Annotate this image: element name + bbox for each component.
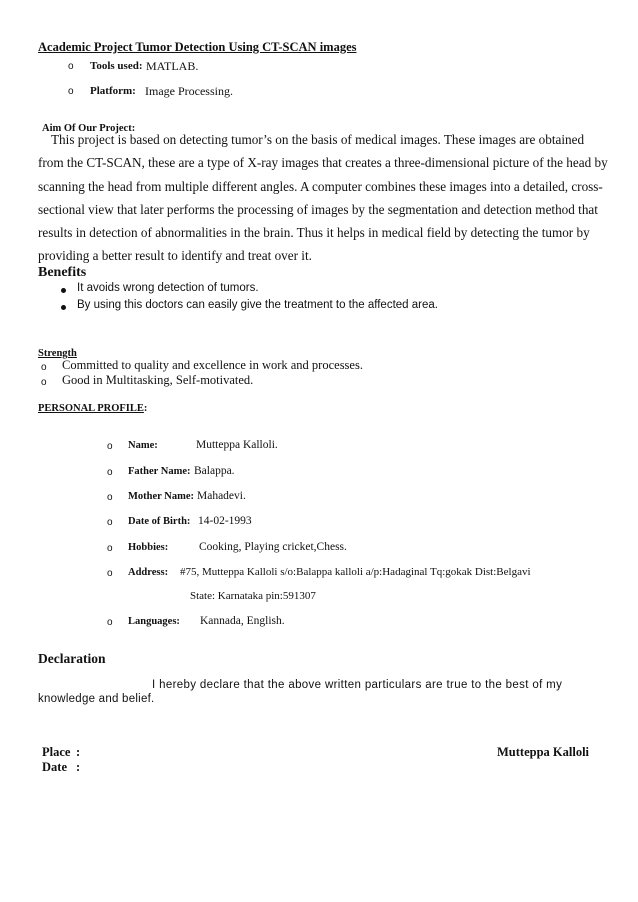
declaration-heading: Declaration xyxy=(38,651,106,666)
bullet-dot-icon xyxy=(61,305,66,310)
bullet-dot-icon xyxy=(61,288,66,293)
hobbies-value: Cooking, Playing cricket,Chess. xyxy=(199,541,347,553)
bullet-circle-icon: o xyxy=(107,467,113,478)
place-colon: : xyxy=(76,745,81,759)
platform-label: Platform: xyxy=(90,85,136,97)
bullet-circle-icon: o xyxy=(107,617,113,628)
dob-value: 14-02-1993 xyxy=(198,515,252,527)
date-colon: : xyxy=(76,760,81,774)
strength-item-1: Committed to quality and excellence in work and processes. xyxy=(62,358,363,372)
aim-line-5: results in detection of abnormalities in the brain. Thus it helps in medical field by detecting the tumor by xyxy=(38,225,590,240)
strength-heading: Strength xyxy=(38,348,77,359)
name-label: Name: xyxy=(128,440,158,451)
bullet-circle-icon: o xyxy=(68,61,74,72)
benefit-item-2: By using this doctors can easily give the treatment to the affected area. xyxy=(77,299,438,311)
declaration-line-2: knowledge and belief. xyxy=(38,693,155,705)
address-line-2: State: Karnataka pin:591307 xyxy=(190,590,316,602)
place-label: Place xyxy=(42,745,71,759)
bullet-circle-icon: o xyxy=(107,568,113,579)
aim-line-3: scanning the head from multiple different angles. A computer combines these images into a detailed, cross- xyxy=(38,179,603,194)
languages-value: Kannada, English. xyxy=(200,615,285,627)
aim-line-1: This project is based on detecting tumor’s on the basis of medical images. These images are obtained xyxy=(51,132,585,147)
tools-value: MATLAB. xyxy=(146,59,199,73)
aim-line-2: from the CT-SCAN, these are a type of X-ray images that creates a three-dimensional picture of the head by xyxy=(38,155,608,170)
declaration-line-1: I hereby declare that the above written particulars are true to the best of my xyxy=(152,679,563,691)
father-name-label: Father Name: xyxy=(128,466,191,477)
mother-name-value: Mahadevi. xyxy=(197,490,246,502)
address-value: #75, Mutteppa Kalloli s/o:Balappa kalloli a/p:Hadaginal Tq:gokak Dist:Belgavi xyxy=(180,566,531,578)
hobbies-label: Hobbies: xyxy=(128,542,169,553)
bullet-circle-icon: o xyxy=(41,362,47,373)
platform-value: Image Processing. xyxy=(145,84,233,98)
mother-name-label: Mother Name: xyxy=(128,491,194,502)
bullet-circle-icon: o xyxy=(107,492,113,503)
benefits-heading: Benefits xyxy=(38,265,87,280)
profile-heading-colon: : xyxy=(143,403,148,414)
document-title: Academic Project Tumor Detection Using CT-SCAN images xyxy=(38,40,357,54)
aim-line-6: providing a better result to identify and treat over it. xyxy=(38,248,312,263)
aim-heading: Aim Of Our Project: xyxy=(42,123,136,134)
profile-heading xyxy=(38,403,147,414)
date-label: Date xyxy=(42,760,67,774)
profile-heading-text: PERSONAL PROFILE xyxy=(38,403,144,414)
benefit-item-1: It avoids wrong detection of tumors. xyxy=(77,282,259,294)
address-label: Address: xyxy=(128,567,169,578)
bullet-circle-icon: o xyxy=(107,543,113,554)
dob-label: Date of Birth: xyxy=(128,516,191,527)
bullet-circle-icon: o xyxy=(41,377,47,388)
aim-line-4: sectional view that later performs the processing of images by the segmentation and detection method that xyxy=(38,202,598,217)
languages-label: Languages: xyxy=(128,616,180,627)
signature-name: Mutteppa Kalloli xyxy=(497,745,590,759)
father-name-value: Balappa. xyxy=(194,465,235,477)
bullet-circle-icon: o xyxy=(107,517,113,528)
bullet-circle-icon: o xyxy=(107,441,113,452)
tools-label: Tools used: xyxy=(90,60,143,72)
bullet-circle-icon: o xyxy=(68,86,74,97)
strength-item-2: Good in Multitasking, Self-motivated. xyxy=(62,373,254,387)
name-value: Mutteppa Kalloli. xyxy=(196,439,278,451)
